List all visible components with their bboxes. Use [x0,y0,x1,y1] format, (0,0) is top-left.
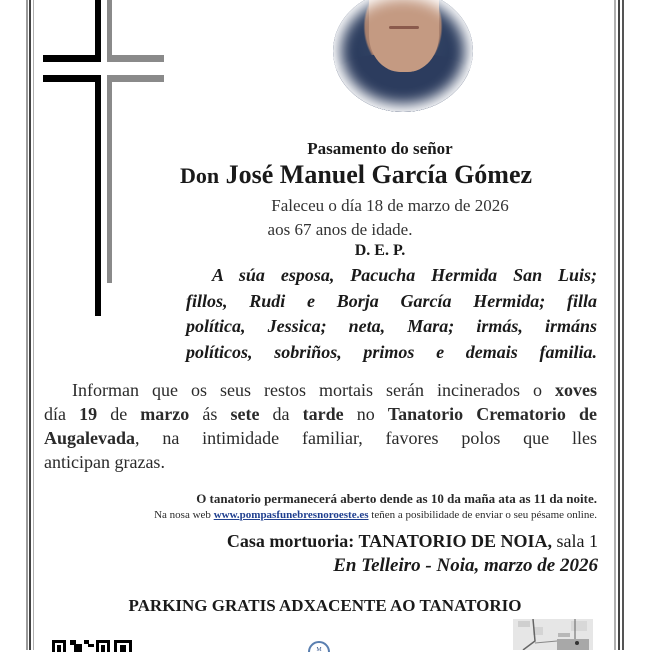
family-line: fillos, Rudi e Borja García Hermida; filla [186,290,597,311]
announcement-line [44,426,597,450]
border-right-outer [622,0,624,650]
death-date: Faleceu o día 18 de marzo de 2026 [271,196,509,215]
web-line [154,509,597,521]
cross-black-vertical-top [95,0,101,62]
title-prefix: Don [180,163,220,188]
announcement-text: da [259,404,303,424]
family-line: políticos, sobriños, primos e demais familia. [186,341,597,362]
family-block [186,263,597,365]
cross-black-vertical-bottom [95,75,101,316]
announcement-line [44,378,597,402]
announcement-crematorium: Tanatorio Crematorio de [387,404,597,424]
website-link[interactable]: www.pompasfunebresnoroeste.es [213,509,369,521]
family-line: A súa esposa, Pacucha Hermida San Luis; [212,265,597,285]
place-date: En Telleiro - Noia, marzo de 2026 [333,555,598,576]
announcement-weekday: xoves [555,380,597,400]
announcement-text: Informan que os seus restos mortais serán incinerados o [72,380,555,400]
announcement-text: , na intimidade familiar, favores polos que lles [135,428,597,448]
border-left-outer [26,0,28,650]
map-thumbnail-icon[interactable] [513,619,593,650]
parking-notice: PARKING GRATIS ADXACENTE AO TANATORIO [128,596,522,615]
svg-text:M: M [316,647,322,652]
announcement-month: marzo [140,404,190,424]
family-line: política, Jessica; neta, Mara; irmás, irmáns [186,316,597,336]
announcement-text: de [97,404,141,424]
cross-black-horizontal-top [43,55,101,62]
mortuary-room: sala 1 [552,531,598,551]
deceased-name: José Manuel García Gómez [225,160,533,189]
deceased-photo [333,0,473,112]
announcement-period: tarde [302,404,344,424]
cross-gray-vertical-bottom [107,75,112,283]
announcement-place: Augalevada [44,428,136,448]
mortuary-name: TANATORIO DE NOIA, [358,531,553,551]
mortuary-line [227,531,598,552]
mortuary-label: Casa mortuoria: [226,531,359,551]
border-left-inner [29,0,31,650]
cross-gray-horizontal-top [107,55,164,62]
web-text: teñen a posibilidade de enviar o seu pésame online. [368,509,597,521]
cross-black-horizontal-bottom [43,75,101,82]
age-line: aos 67 anos de idade. [267,220,413,239]
opening-hours: O tanatorio permanecerá aberto dende as 10 da maña ata as 11 da noite. [196,491,597,506]
border-right-inner [618,0,620,650]
announcement-text: no [343,404,388,424]
border-right-light [614,0,616,650]
announcement-text: ás [189,404,231,424]
announcement-paragraph [44,378,597,474]
cross-gray-vertical-top [107,0,112,62]
announcement-text: día [44,404,80,424]
rip-text: D. E. P. [354,242,406,259]
web-text: Na nosa web [154,509,214,521]
border-left-light [33,0,34,650]
notice-heading: Pasamento do señor [307,139,453,158]
announcement-line [44,402,597,426]
deceased-name-line [180,160,532,190]
cross-gray-horizontal-bottom [107,75,164,82]
announcement-line: anticipan grazas. [44,452,165,472]
announcement-hour: sete [230,404,260,424]
announcement-day: 19 [79,404,98,424]
